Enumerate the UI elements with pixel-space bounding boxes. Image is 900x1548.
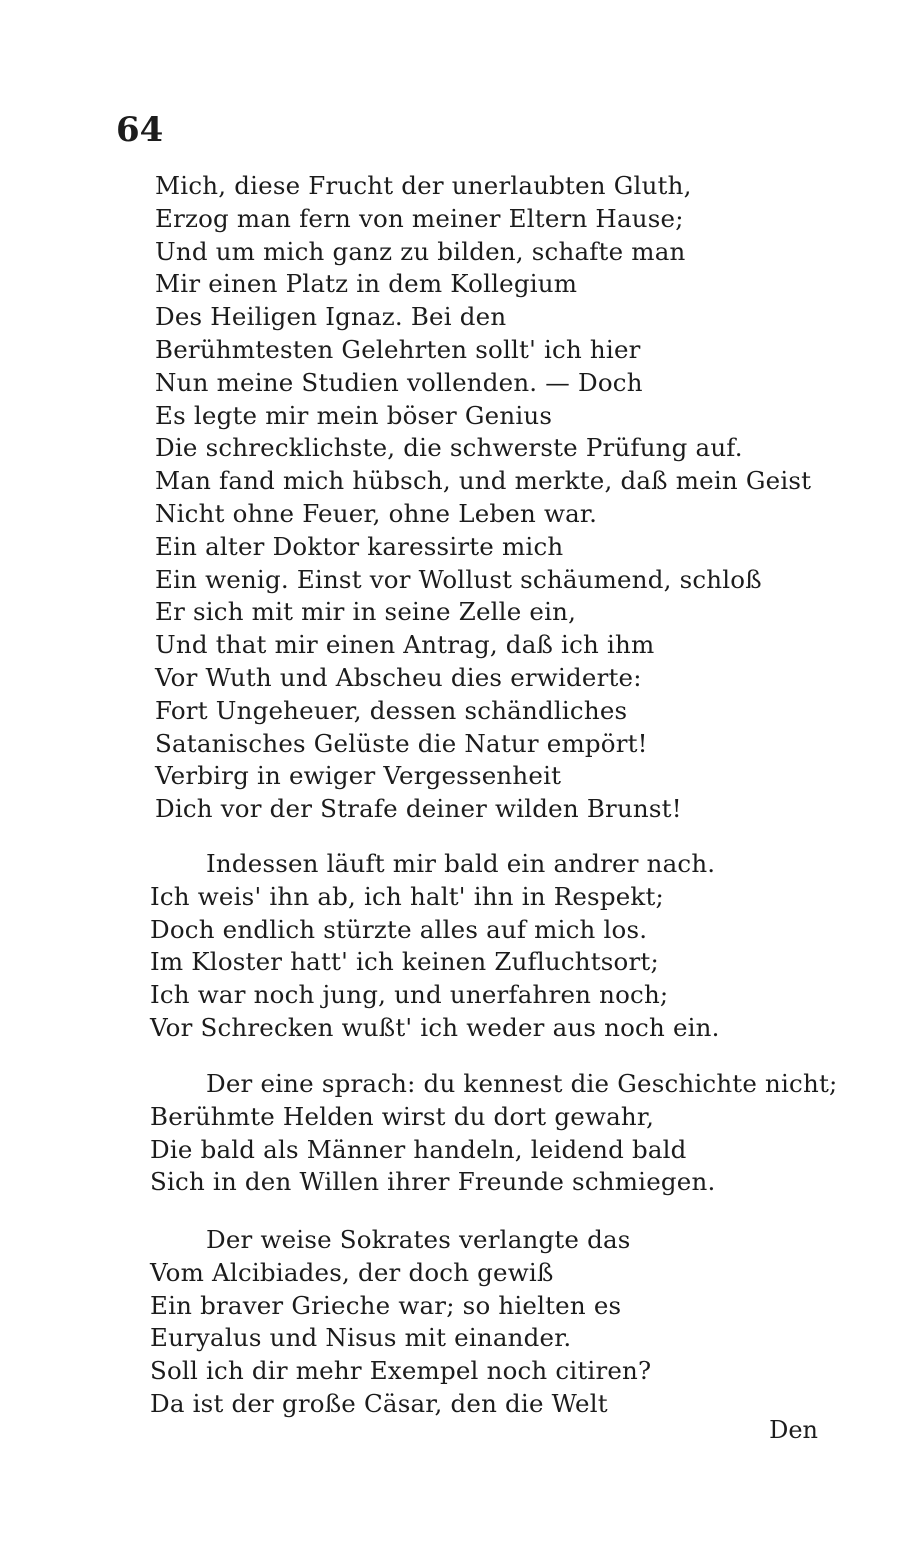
verse-line: Dich vor der Strafe deiner wilden Brunst! (155, 794, 682, 824)
verse-line: Satanisches Gelüste die Natur empört! (155, 728, 648, 758)
verse-line: Sich in den Willen ihrer Freunde schmiegen. (150, 1167, 716, 1197)
verse-line: Vor Wuth und Abscheu dies erwiderte: (155, 662, 642, 692)
verse-line: Mir einen Platz in dem Kollegium (155, 269, 578, 299)
verse-line: Euryalus und Nisus mit einander. (150, 1323, 572, 1353)
verse-line: Und um mich ganz zu bilden, schafte man (155, 236, 686, 266)
stanza-3 (150, 1068, 837, 1199)
catchword: Den (769, 1416, 818, 1444)
verse-line-indented: Der weise Sokrates verlangte das (206, 1225, 631, 1254)
stanza-1 (155, 170, 811, 826)
verse-line: Berühmte Helden wirst du dort gewahr, (150, 1101, 655, 1131)
verse-line: Soll ich dir mehr Exempel noch citiren? (150, 1356, 652, 1386)
verse-line: Ich weis' ihn ab, ich halt' ihn in Respekt; (150, 881, 664, 911)
verse-line-indented: Indessen läuft mir bald ein andrer nach. (206, 849, 716, 878)
verse-line: Ein alter Doktor karessirte mich (155, 531, 564, 561)
verse-line: Er sich mit mir in seine Zelle ein, (155, 597, 577, 627)
verse-line: Vor Schrecken wußt' ich weder aus noch ein. (150, 1012, 720, 1042)
verse-line: Vom Alcibiades, der doch gewiß (150, 1257, 554, 1287)
verse-line: Erzog man fern von meiner Eltern Hause; (155, 203, 684, 233)
verse-line: Und that mir einen Antrag, daß ich ihm (155, 630, 655, 660)
verse-line: Man fand mich hübsch, und merkte, daß mein Geist (155, 466, 812, 496)
page-number: 64 (116, 110, 164, 150)
stanza-4 (150, 1224, 651, 1421)
verse-line: Fort Ungeheuer, dessen schändliches (155, 695, 628, 725)
verse-line: Verbirg in ewiger Vergessenheit (155, 761, 562, 791)
verse-line: Nun meine Studien vollenden. — Doch (155, 367, 643, 397)
verse-line-indented: Der eine sprach: du kennest die Geschichte nicht; (206, 1069, 838, 1098)
verse-line: Nicht ohne Feuer, ohne Leben war. (155, 498, 598, 528)
verse-line: Doch endlich stürzte alles auf mich los. (150, 914, 648, 944)
verse-line: Ein wenig. Einst vor Wollust schäumend, schloß (155, 564, 762, 594)
verse-line: Die schrecklichste, die schwerste Prüfung auf. (155, 433, 743, 463)
verse-line: Im Kloster hatt' ich keinen Zufluchtsort; (150, 947, 659, 977)
stanza-2 (150, 848, 720, 1045)
verse-line: Berühmtesten Gelehrten sollt' ich hier (155, 334, 641, 364)
verse-line: Des Heiligen Ignaz. Bei den (155, 302, 507, 332)
verse-line: Ein braver Grieche war; so hielten es (150, 1290, 622, 1320)
verse-line: Da ist der große Cäsar, den die Welt (150, 1388, 608, 1418)
verse-line: Es legte mir mein böser Genius (155, 400, 553, 430)
verse-line: Ich war noch jung, und unerfahren noch; (150, 980, 669, 1010)
verse-line: Mich, diese Frucht der unerlaubten Gluth, (155, 171, 692, 200)
verse-line: Die bald als Männer handeln, leidend bald (150, 1134, 687, 1164)
